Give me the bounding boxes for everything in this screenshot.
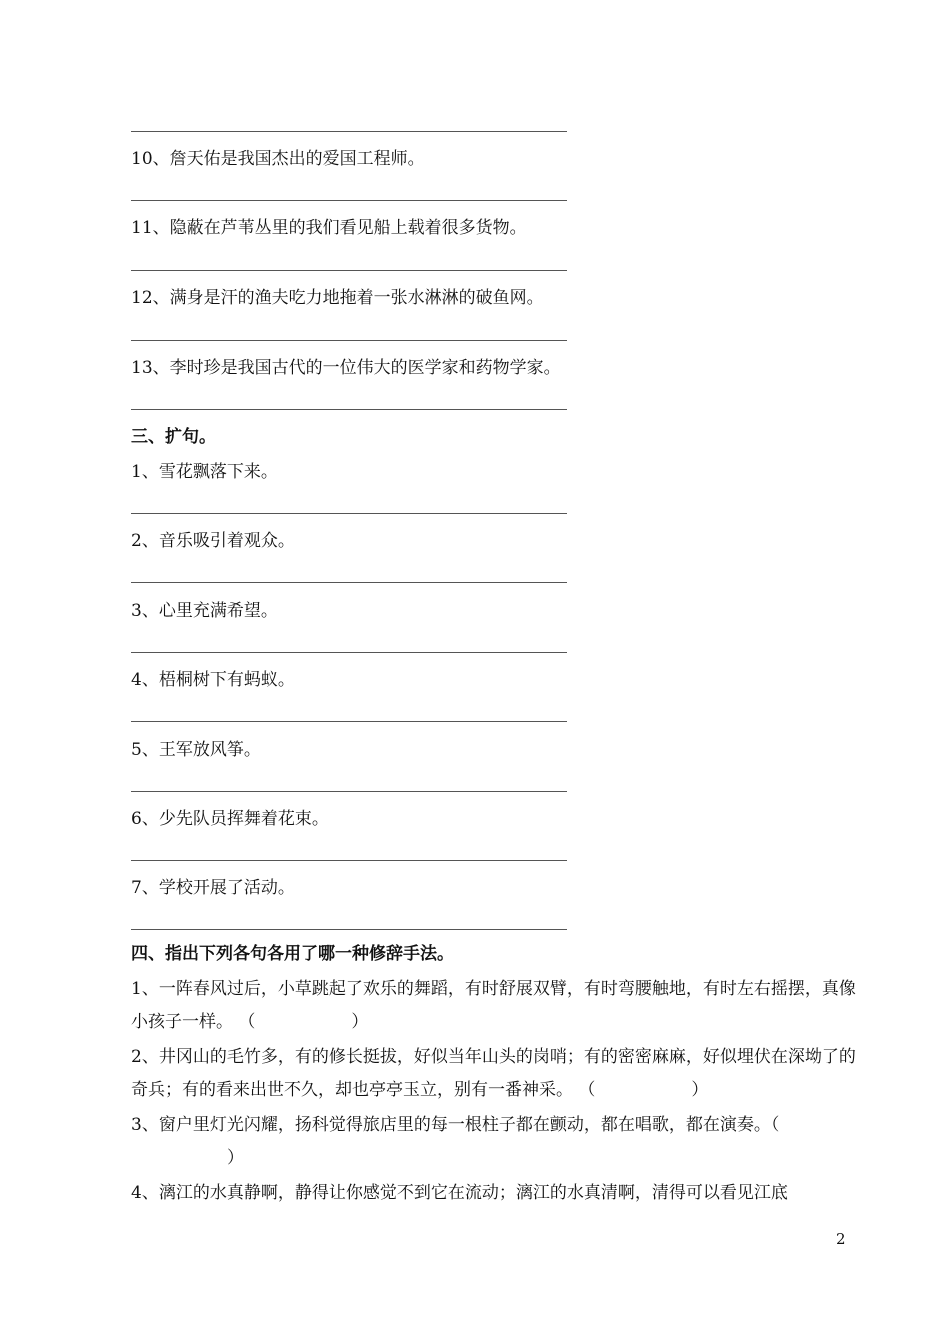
exercise-item: 7、学校开展了活动。 [131,878,295,898]
exercise-paragraph [131,1177,861,1210]
exercise-text: 1、一阵春风过后，小草跳起了欢乐的舞蹈，有时舒展双臂，有时弯腰触地，有时左右摇摆，真像小孩子一样。 [131,979,856,1032]
exercise-text: 3、窗户里灯光闪耀，扬科觉得旅店里的每一根柱子都在颤动，都在唱歌，都在演奏。 [131,1115,771,1135]
answer-line [131,409,567,410]
exercise-paragraph [131,1041,861,1107]
exercise-item: 10、詹天佑是我国杰出的爱国工程师。 [131,149,425,169]
page-number: 2 [836,1230,846,1248]
answer-bracket-close: ） [691,1080,709,1100]
answer-bracket-close: ） [227,1148,244,1168]
exercise-item: 2、音乐吸引着观众。 [131,531,295,551]
exercise-text: 2、井冈山的毛竹多，有的修长挺拔，好似当年山头的岗哨；有的密密麻麻，好似埋伏在深坳了的奇兵；有的看来出世不久，却也亭亭玉立，别有一番神采。 [131,1047,856,1100]
answer-line [131,652,567,653]
answer-bracket-open: （ [578,1080,596,1100]
answer-line [131,860,567,861]
exercise-paragraph [131,973,861,1039]
exercise-paragraph [131,1109,861,1175]
exercise-item: 1、雪花飘落下来。 [131,462,278,482]
answer-bracket-open: （ [238,1012,256,1032]
exercise-item: 12、满身是汗的渔夫吃力地拖着一张水淋淋的破鱼网。 [131,288,544,308]
exercise-item: 11、隐蔽在芦苇丛里的我们看见船上载着很多货物。 [131,218,527,238]
answer-line [131,270,567,271]
answer-line [131,131,567,132]
answer-line [131,582,567,583]
exercise-item: 3、心里充满希望。 [131,601,278,621]
answer-line [131,721,567,722]
exercise-item: 13、李时珍是我国古代的一位伟大的医学家和药物学家。 [131,358,561,378]
answer-line [131,929,567,930]
answer-line [131,340,567,341]
section-heading: 四、指出下列各句各用了哪一种修辞手法。 [131,944,454,964]
answer-line [131,791,567,792]
section-heading: 三、扩句。 [131,427,216,447]
answer-bracket-close: ） [351,1012,369,1032]
exercise-item: 5、王军放风筝。 [131,740,261,760]
answer-bracket-open: （ [770,1115,780,1135]
answer-line [131,513,567,514]
exercise-item: 4、梧桐树下有蚂蚁。 [131,670,295,690]
answer-line [131,200,567,201]
exercise-text: 4、漓江的水真静啊，静得让你感觉不到它在流动；漓江的水真清啊，清得可以看见江底 [131,1183,788,1203]
exercise-item: 6、少先队员挥舞着花束。 [131,809,329,829]
